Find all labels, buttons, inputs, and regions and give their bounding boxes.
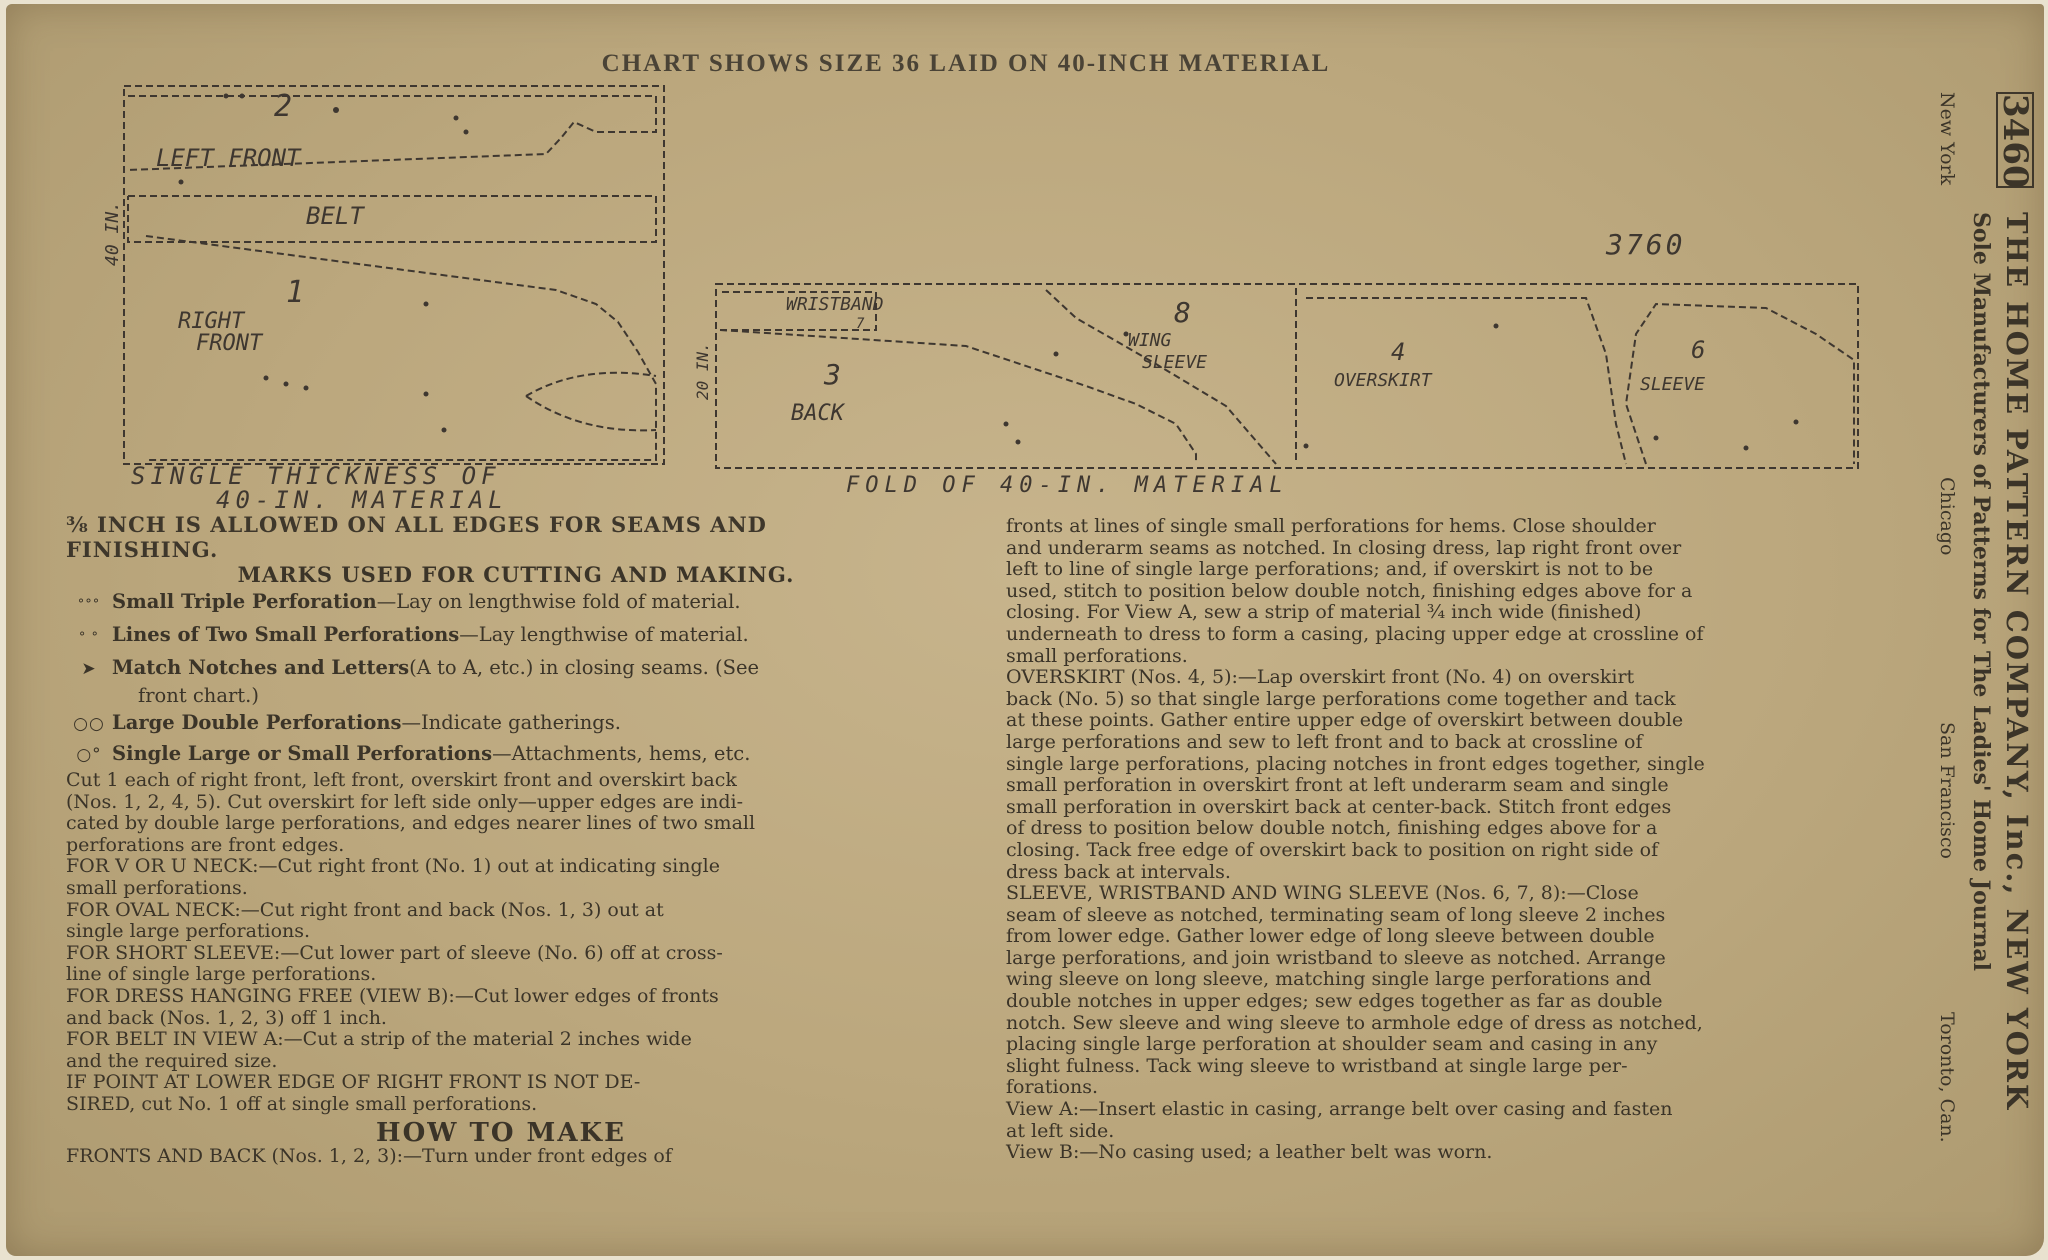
large-double-perforation-icon: ○○ [73,714,105,734]
text-line: small perforation in overskirt front at left underarm seam and single [1006,774,1669,797]
text-line: left to line of single large perforations; and, if overskirt is not to be [1006,558,1654,581]
back-outline [720,330,1196,464]
text-line: large perforations and sew to left front and to back at crossline of [1006,730,1643,753]
left-layout-label-2: 40-IN. MATERIAL [216,486,508,514]
text-line: FRONTS AND BACK (Nos. 1, 2, 3):—Turn under front edges of [66,1144,672,1167]
text-line: cated by double large perforations, and edges nearer lines of two small [66,812,756,835]
piece-3-name: BACK [791,401,844,426]
text-line: and back (Nos. 1, 2, 3) off 1 inch. [66,1006,387,1029]
piece-2-name: LEFT FRONT [156,144,301,172]
text-line: IF POINT AT LOWER EDGE OF RIGHT FRONT IS NOT DE- [66,1071,641,1094]
text-line: notch. Sew sleeve and wing sleeve to armhole edge of dress as notched, [1006,1011,1703,1034]
text-line: seam of sleeve as notched, terminating seam of long sleeve 2 inches [1006,903,1666,926]
text-line: from lower edge. Gather lower edge of long sleeve between double [1006,925,1655,948]
piece-4-number: 4 [1391,338,1406,366]
seam-allowance-line-2: FINISHING. [66,537,219,562]
cutting-paragraphs [66,770,966,1116]
front-dart [526,373,656,431]
mark-notches-continued: front chart.) [138,684,259,707]
text-line: FOR OVAL NECK:—Cut right front and back (Nos. 1, 3) out at [66,898,664,921]
mark-two-perforations: ° ° Lines of Two Small Perforations —Lay lengthwise of material. [66,620,966,653]
text-line: FOR V OR U NECK:—Cut right front (No. 1) out at indicating single [66,855,720,878]
piece-1-name-a: RIGHT [178,309,245,334]
text-line: single large perforations. [66,920,311,943]
making-instructions [1006,516,1896,1164]
wristband-label: WRISTBAND [786,294,884,315]
text-line: closing. For View A, sew a strip of material ¾ inch wide (finished) [1006,601,1642,624]
text-line: View B:—No casing used; a leather belt was worn. [1006,1141,1493,1164]
marks-heading: MARKS USED FOR CUTTING AND MAKING. [237,562,795,587]
chart-header: CHART SHOWS SIZE 36 LAID ON 40-INCH MATERIAL [601,50,1331,77]
text-line: small perforations. [1006,644,1188,667]
text-line: double notches in upper edges; sew edges together as far as double [1006,990,1663,1013]
width-label-right: 20 IN. [693,342,712,400]
wristband-number: 7 [856,316,865,332]
cutting-instructions [66,512,966,1167]
piece-1-name-b: FRONT [196,331,263,356]
text-line: (Nos. 1, 2, 4, 5). Cut overskirt for left side only—upper edges are indi- [66,790,744,813]
belt-outline [128,196,656,242]
piece-8-name-b: SLEEVE [1142,352,1208,373]
city-toronto: Toronto, Can. [1936,1012,1958,1143]
text-line: Cut 1 each of right front, left front, overskirt front and overskirt back [66,769,737,791]
right-layout-label: FOLD OF 40-IN. MATERIAL [846,473,1289,498]
text-line: used, stitch to position below double notch, finishing edges above for a [1006,579,1693,602]
text-line: small perforation in overskirt back at center-back. Stitch front edges [1006,795,1672,818]
text-line: of dress to position below double notch, finishing edges above for a [1006,817,1658,840]
text-line: slight fulness. Tack wing sleeve to wristband at single large per- [1006,1054,1628,1077]
mark-notches: ➤ Match Notches and Letters (A to A, etc.) in closing seams. (See [66,653,966,684]
text-line: at these points. Gather entire upper edge of overskirt between double [1006,709,1684,732]
piece-6-number: 6 [1691,336,1706,364]
piece-6-name: SLEEVE [1640,374,1706,395]
text-line: closing. Tack free edge of overskirt back to position on right side of [1006,838,1659,861]
text-line: dress back at intervals. [1006,860,1231,883]
text-line: back (No. 5) so that single large perforations come together and tack [1006,687,1676,710]
text-line: underneath to dress to form a casing, placing upper edge at crossline of [1006,622,1704,645]
triple-perforation-icon: °°° [77,597,101,612]
text-line: single large perforations, placing notches in front edges together, single [1006,752,1705,775]
piece-8-name-a: WING [1128,330,1172,351]
piece-1-number: 1 [286,275,305,310]
cutting-chart [6,4,2044,524]
text-line: wing sleeve on long sleeve, matching single large perforations and [1006,968,1652,991]
double-small-perforation-icon: ° ° [78,630,100,645]
left-layout-frame [124,86,664,464]
seam-allowance-line-1: ⅜ INCH IS ALLOWED ON ALL EDGES FOR SEAMS AND [66,512,767,537]
text-line: small perforations. [66,876,248,899]
text-line: FOR BELT IN VIEW A:—Cut a strip of the material 2 inches wide [66,1028,692,1051]
mark-triple-perforation: °°° Small Triple Perforation —Lay on lengthwise fold of material. [66,587,966,620]
pattern-number: 3460 [1995,94,2035,189]
left-layout-label-1: SINGLE THICKNESS OF [131,462,501,490]
text-line: SLEEVE, WRISTBAND AND WING SLEEVE (Nos. 6, 7, 8):—Close [1006,882,1639,905]
wing-sleeve-outline [1046,290,1276,464]
mark-single-large: ○° Single Large or Small Perforations —Attachments, hems, etc. [66,739,966,770]
text-line: large perforations, and join wristband to sleeve as notched. Arrange [1006,946,1666,969]
city-chicago: Chicago [1936,477,1958,556]
piece-2-number: 2 [274,89,293,124]
mark-large-double: ○○ Large Double Perforations —Indicate gatherings. [66,708,966,739]
text-line: at left side. [1006,1119,1115,1142]
text-line: fronts at lines of single small perforations for hems. Close shoulder [1006,515,1656,537]
text-line: FOR SHORT SLEEVE:—Cut lower part of sleeve (No. 6) off at cross- [66,941,723,964]
single-perforation-icon: ○° [76,745,102,765]
text-line: perforations are front edges. [66,833,345,856]
city-san-francisco: San Francisco [1936,722,1958,859]
notch-icon: ➤ [81,659,97,679]
text-line: OVERSKIRT (Nos. 4, 5):—Lap overskirt front (No. 4) on overskirt [1006,666,1635,689]
piece-4-name: OVERSKIRT [1334,370,1432,391]
belt-label: BELT [306,202,364,230]
text-line: SIRED, cut No. 1 off at single small perforations. [66,1092,538,1115]
text-line: placing single large perforation at shoulder seam and casing in any [1006,1033,1658,1056]
city-new-york: New York [1936,92,1958,186]
text-line: and the required size. [66,1049,278,1072]
text-line: FOR DRESS HANGING FREE (VIEW B):—Cut lower edges of fronts [66,984,719,1007]
piece-3-number: 3 [824,358,841,391]
pattern-envelope [6,4,2044,1256]
company-name: THE HOME PATTERN COMPANY, Inc., NEW YORK [2000,212,2034,1112]
width-label-left: 40 IN. [102,200,123,266]
text-line: line of single large perforations. [66,963,377,986]
handwritten-number: 3760 [1606,228,1686,261]
how-to-make-heading: HOW TO MAKE [376,1117,626,1148]
text-line: and underarm seams as notched. In closing dress, lap right front over [1006,536,1682,559]
piece-8-number: 8 [1174,296,1191,329]
text-line: View A:—Insert elastic in casing, arrange belt over casing and fasten [1006,1098,1673,1121]
company-imprint [1926,92,2044,1232]
text-line: forations. [1006,1076,1099,1099]
sole-manufacturers: Sole Manufacturers of Patterns for The Ladies' Home Journal [1968,212,1994,971]
